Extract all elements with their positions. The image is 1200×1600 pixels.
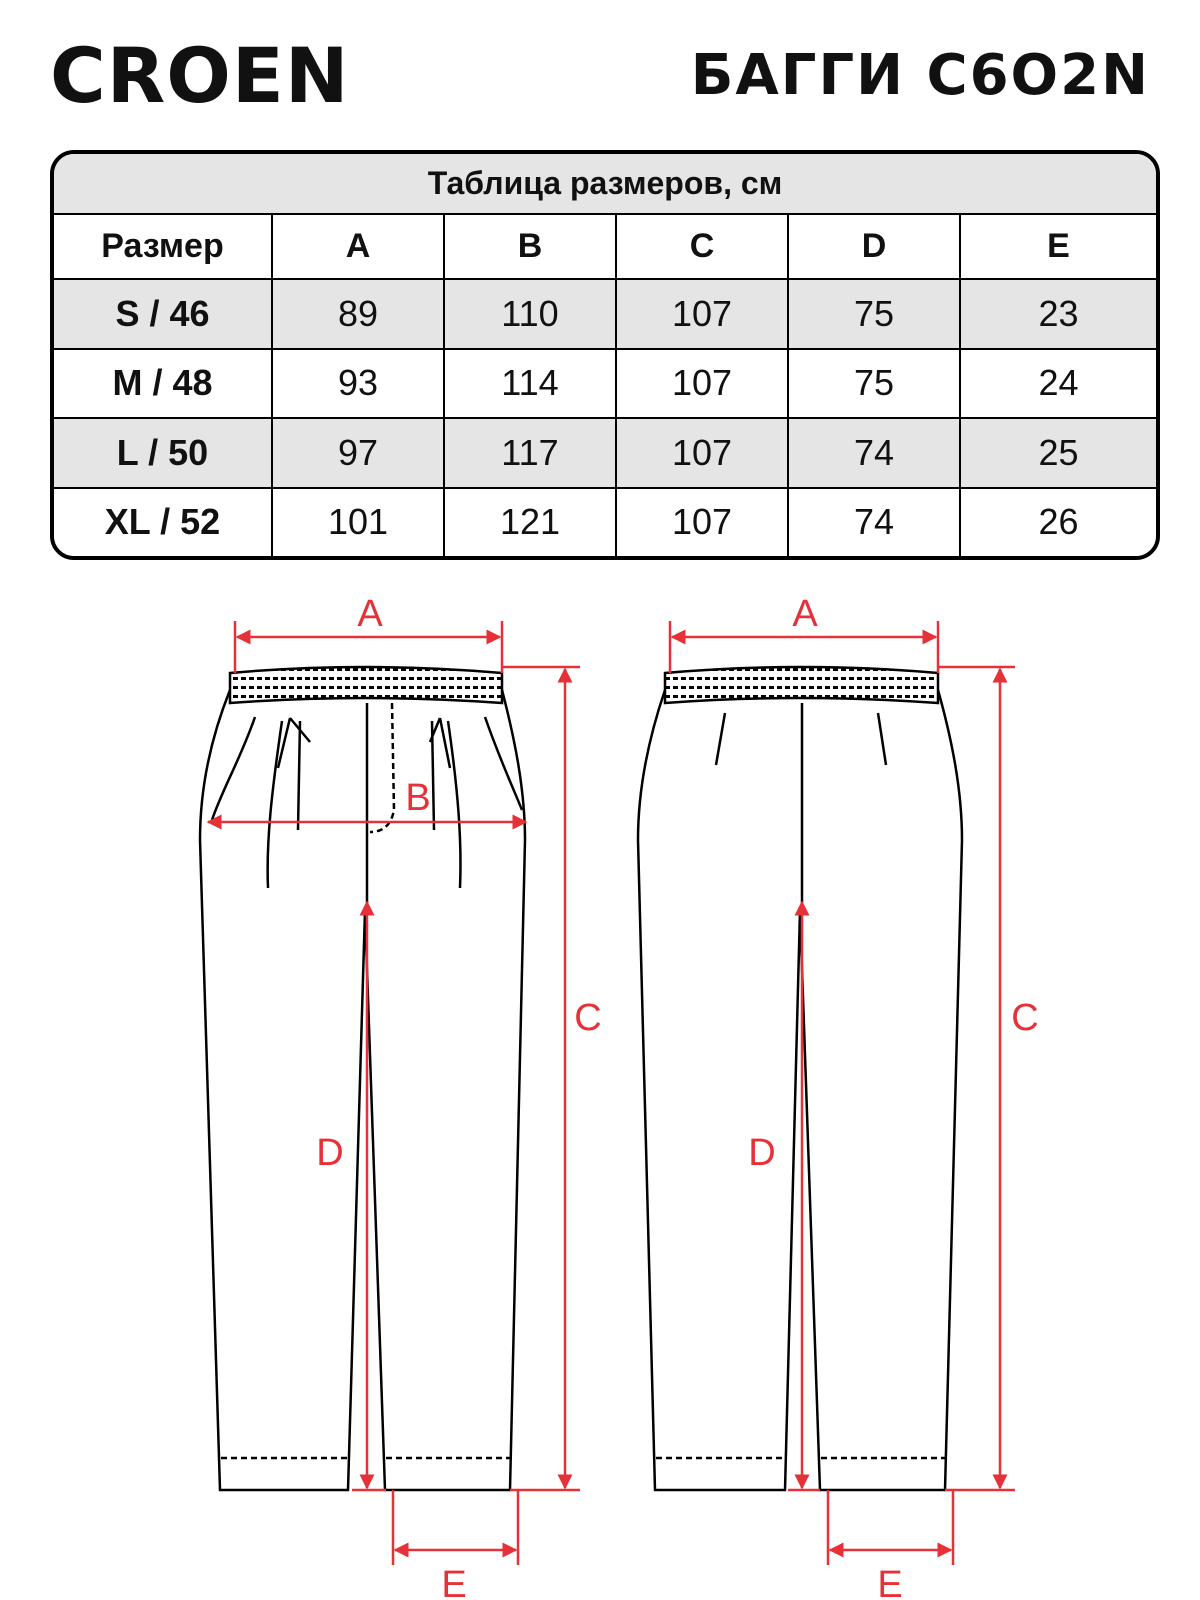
front-trousers: [200, 667, 525, 1490]
value-cell: 107: [616, 418, 788, 488]
back-waistband: [665, 667, 938, 703]
value-cell: 89: [272, 279, 444, 349]
back-label-d: D: [748, 1132, 776, 1174]
size-cell: L / 50: [54, 418, 272, 488]
table-caption: Таблица размеров, см: [54, 154, 1156, 214]
value-cell: 25: [960, 418, 1156, 488]
value-cell: 107: [616, 349, 788, 419]
front-outline: [200, 690, 525, 1490]
value-cell: 93: [272, 349, 444, 419]
front-label-b: B: [405, 777, 431, 819]
size-cell: S / 46: [54, 279, 272, 349]
header-size: Размер: [54, 214, 272, 279]
back-label-e: E: [877, 1564, 903, 1600]
value-cell: 101: [272, 488, 444, 556]
back-outline: [638, 690, 962, 1490]
front-label-a: A: [357, 593, 383, 635]
front-label-c: C: [574, 997, 602, 1039]
value-cell: 121: [444, 488, 616, 556]
header-d: D: [788, 214, 960, 279]
header-a: A: [272, 214, 444, 279]
value-cell: 97: [272, 418, 444, 488]
back-trousers: [638, 667, 962, 1490]
value-cell: 74: [788, 488, 960, 556]
value-cell: 107: [616, 488, 788, 556]
value-cell: 110: [444, 279, 616, 349]
value-cell: 23: [960, 279, 1156, 349]
back-label-c: C: [1011, 997, 1039, 1039]
size-cell: M / 48: [54, 349, 272, 419]
value-cell: 107: [616, 279, 788, 349]
header-c: C: [616, 214, 788, 279]
value-cell: 75: [788, 279, 960, 349]
header-e: E: [960, 214, 1156, 279]
value-cell: 24: [960, 349, 1156, 419]
value-cell: 74: [788, 418, 960, 488]
value-cell: 114: [444, 349, 616, 419]
product-title: БАГГИ C6O2N: [690, 43, 1150, 108]
value-cell: 75: [788, 349, 960, 419]
header-b: B: [444, 214, 616, 279]
front-waistband: [230, 667, 502, 703]
size-cell: XL / 52: [54, 488, 272, 556]
brand-logo: CROEN: [50, 31, 350, 120]
front-label-e: E: [441, 1564, 467, 1600]
back-label-a: A: [792, 593, 818, 635]
value-cell: 26: [960, 488, 1156, 556]
value-cell: 117: [444, 418, 616, 488]
front-label-d: D: [316, 1132, 344, 1174]
